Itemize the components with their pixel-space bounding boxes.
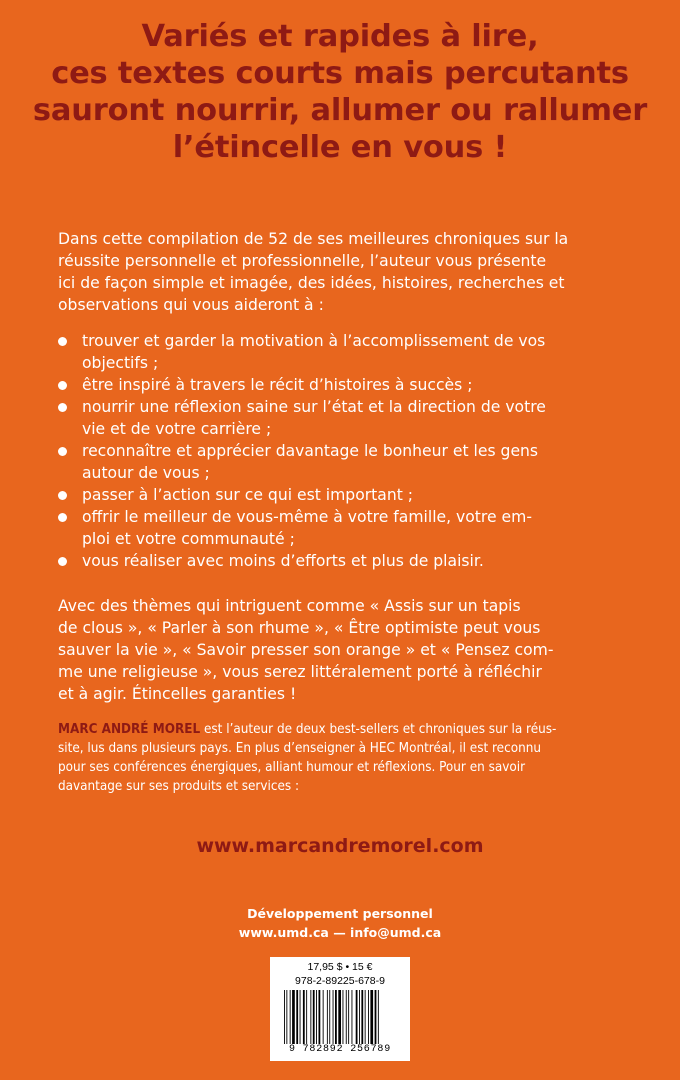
barcode-panel xyxy=(270,957,410,1061)
intro-paragraph xyxy=(58,228,628,316)
author-bio-line: davantage sur ses produits et services : xyxy=(58,779,300,794)
benefit-item xyxy=(58,396,638,440)
barcode-bar xyxy=(296,990,298,1044)
barcode-bar xyxy=(365,990,366,1044)
headline xyxy=(0,18,680,166)
benefit-item xyxy=(58,506,638,550)
bullet-dot-icon xyxy=(58,513,67,522)
barcode-bar xyxy=(313,990,315,1044)
bullet-dot-icon xyxy=(58,557,67,566)
barcode-bar xyxy=(333,990,334,1044)
benefit-item xyxy=(58,330,638,374)
barcode-bar xyxy=(352,990,353,1044)
barcode-bar xyxy=(310,990,311,1044)
author-bio-line: site, lus dans plusieurs pays. En plus d’enseigner à HEC Montréal, il est reconnu xyxy=(58,741,541,756)
benefit-line: reconnaître et apprécier davantage le bonheur et les gens xyxy=(82,442,539,460)
bullet-dot-icon xyxy=(58,491,67,500)
themes-line: Avec des thèmes qui intriguent comme « Assis sur un tapis xyxy=(58,597,521,615)
publisher-contact: www.umd.ca — info@umd.ca xyxy=(238,925,442,940)
barcode-bar xyxy=(370,990,373,1044)
barcode-bar xyxy=(319,990,321,1044)
headline-line: sauront nourrir, allumer ou rallumer xyxy=(32,93,648,128)
headline-line: ces textes courts mais percutants xyxy=(51,56,629,91)
benefit-line: offrir le meilleur de vous-même à votre famille, votre em- xyxy=(82,508,532,526)
barcode-bar xyxy=(368,990,369,1044)
themes-line: sauver la vie », « Savoir presser son orange » et « Pensez com- xyxy=(58,641,554,659)
headline-line: Variés et rapides à lire, xyxy=(141,19,539,54)
barcode-bar xyxy=(375,990,377,1044)
headline-line: l’étincelle en vous ! xyxy=(172,130,508,165)
price-label: 17,95 $ • 15 € xyxy=(307,961,373,973)
author-bio xyxy=(58,720,638,796)
intro-line: Dans cette compilation de 52 de ses meilleures chroniques sur la xyxy=(58,230,569,248)
themes-line: me une religieuse », vous serez littéralement porté à réfléchir xyxy=(58,663,542,681)
intro-line: observations qui vous aideront à : xyxy=(58,296,324,314)
benefit-line: vous réaliser avec moins d’efforts et plus de plaisir. xyxy=(82,552,484,570)
intro-line: réussite personnelle et professionnelle, l’auteur vous présente xyxy=(58,252,547,270)
benefit-line: nourrir une réflexion saine sur l’état et la direction de votre xyxy=(82,398,546,416)
bullet-dot-icon xyxy=(58,447,67,456)
benefit-line: autour de vous ; xyxy=(82,464,210,482)
author-bio-line: pour ses conférences énergiques, alliant humour et réflexions. Pour en savoir xyxy=(58,760,526,775)
barcode-bar xyxy=(343,990,344,1044)
barcode-bar xyxy=(359,990,360,1044)
barcode-bar xyxy=(292,990,295,1044)
barcode-bar xyxy=(290,990,291,1044)
barcode-bar xyxy=(306,990,307,1044)
barcode-bar xyxy=(346,990,347,1044)
barcode-bar xyxy=(303,990,305,1044)
intro-line: ici de façon simple et imagée, des idées, histoires, recherches et xyxy=(58,274,565,292)
benefit-item xyxy=(58,484,638,506)
barcode-bar xyxy=(284,990,285,1044)
bullet-dot-icon xyxy=(58,381,67,390)
benefit-list xyxy=(58,330,638,572)
barcode-icon xyxy=(280,990,400,1044)
barcode-bar xyxy=(378,990,379,1044)
benefit-item xyxy=(58,374,638,396)
barcode-bar xyxy=(348,990,349,1044)
benefit-line: objectifs ; xyxy=(82,354,159,372)
bullet-dot-icon xyxy=(58,403,67,412)
benefit-line: passer à l’action sur ce qui est important ; xyxy=(82,486,414,504)
barcode-bar xyxy=(338,990,341,1044)
barcode-bar xyxy=(335,990,337,1044)
benefit-line: être inspiré à travers le récit d’histoires à succès ; xyxy=(82,376,473,394)
barcode-bar xyxy=(323,990,324,1044)
themes-line: de clous », « Parler à son rhume », « Être optimiste peut vous xyxy=(58,619,541,637)
benefit-item xyxy=(58,440,638,484)
barcode-bar xyxy=(361,990,363,1044)
barcode-bar xyxy=(329,990,330,1044)
author-bio-text: est l’auteur de deux best-sellers et chroniques sur la réus- xyxy=(200,722,557,737)
benefit-line: ploi et votre communauté ; xyxy=(82,530,295,548)
author-name: MARC ANDRÉ MOREL xyxy=(58,722,201,737)
benefit-item xyxy=(58,550,638,572)
barcode-bar xyxy=(286,990,287,1044)
author-bio-line xyxy=(58,720,638,739)
barcode-bar xyxy=(327,990,328,1044)
barcode-digits: 9 782892 256789 xyxy=(288,1044,391,1055)
benefit-line: trouver et garder la motivation à l’accomplissement de vos xyxy=(82,332,546,350)
bullet-dot-icon xyxy=(58,337,67,346)
barcode-bar xyxy=(300,990,301,1044)
themes-paragraph xyxy=(58,595,628,705)
author-website-link[interactable]: www.marcandremorel.com xyxy=(196,835,484,857)
isbn-label: 978-2-89225-678-9 xyxy=(295,975,385,987)
book-category: Développement personnel xyxy=(247,906,433,921)
themes-line: et à agir. Étincelles garanties ! xyxy=(58,685,297,703)
barcode-bar xyxy=(316,990,317,1044)
benefit-line: vie et de votre carrière ; xyxy=(82,420,272,438)
barcode-bar xyxy=(356,990,358,1044)
